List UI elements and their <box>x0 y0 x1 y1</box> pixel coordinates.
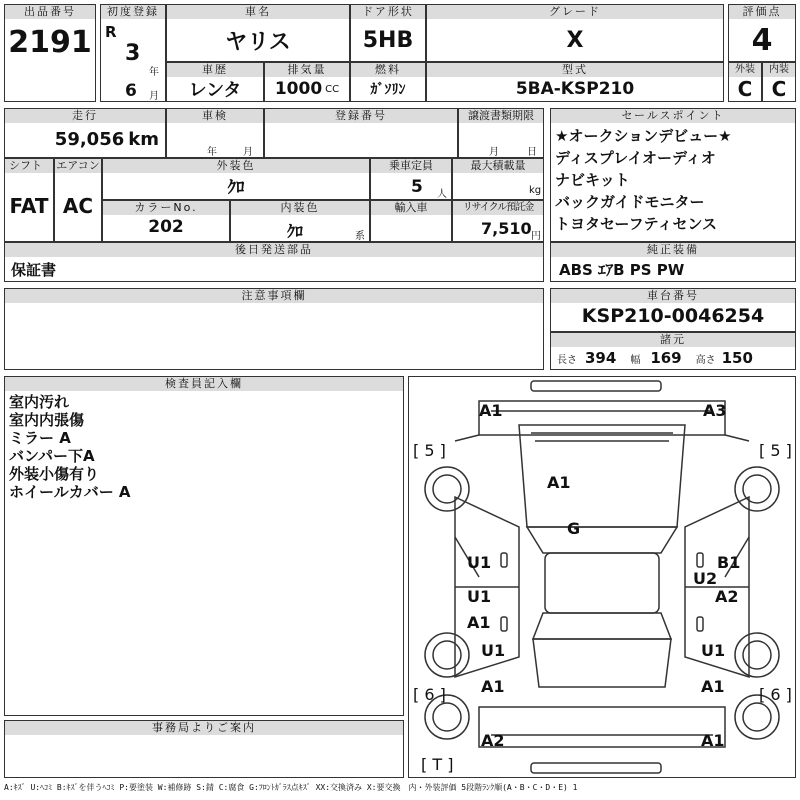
chassis-box <box>550 288 796 332</box>
history-box <box>166 62 264 102</box>
trunk-mark: [ T ] <box>421 755 454 774</box>
color-no: 202 <box>148 217 184 237</box>
width: 169 <box>650 349 682 367</box>
recycle-label: リサイクル預託金 <box>453 201 543 215</box>
ac: AC <box>62 194 94 218</box>
import-label: 輸入車 <box>371 201 451 215</box>
later-parts-label: 後日発送部品 <box>5 243 543 257</box>
interior-unit: 系 <box>355 231 365 242</box>
load-label: 最大積載量 <box>453 159 543 173</box>
type-label: 型式 <box>427 63 723 77</box>
length-label: 長さ <box>557 354 577 366</box>
capacity-unit: 人 <box>437 189 447 200</box>
ext-label: 外装 <box>729 63 761 77</box>
damage-mark: A1 <box>479 401 503 420</box>
office-box <box>4 720 404 778</box>
fuel-box <box>350 62 426 102</box>
length: 394 <box>585 349 617 367</box>
sales-box <box>550 108 796 242</box>
damage-mark: U1 <box>481 641 506 660</box>
recycle-box <box>452 200 544 242</box>
chassis-number: KSP210-0046254 <box>581 305 765 327</box>
inspector-note: 室内内張傷 <box>9 411 85 429</box>
damage-mark: G <box>567 519 581 538</box>
sales-list <box>551 123 795 237</box>
lot-number: 2191 <box>8 24 92 60</box>
spare-tire-mark: [ 5 ] <box>413 441 446 460</box>
damage-mark: A1 <box>467 613 491 632</box>
door-box <box>350 4 426 62</box>
spare-tire-mark: [ 6 ] <box>759 685 792 704</box>
car-diagram <box>408 376 796 778</box>
inspector-note: バンパー下A <box>9 447 95 465</box>
score-box <box>728 4 796 62</box>
inspection-month-unit: 月 <box>243 147 253 158</box>
damage-mark: A1 <box>547 473 571 492</box>
score: 4 <box>751 22 773 58</box>
chassis-label: 車台番号 <box>551 289 795 303</box>
mileage-label: 走行 <box>5 109 165 123</box>
lot-box <box>4 4 96 102</box>
mileage-box <box>4 108 166 158</box>
reg-number-label: 登録番号 <box>265 109 457 123</box>
reg-number-box <box>264 108 458 158</box>
reg-year: 3 <box>125 41 141 66</box>
mileage-cell <box>5 123 165 155</box>
inspector-box <box>4 376 404 716</box>
damage-mark: U2 <box>693 569 718 588</box>
mileage-unit: km <box>128 128 159 150</box>
width-label: 幅 <box>630 354 641 366</box>
inspector-label: 検査員記入欄 <box>5 377 403 391</box>
ac-label: エアコン <box>56 159 100 172</box>
equip-box <box>550 242 796 282</box>
door: 5HB <box>362 27 414 53</box>
color-no-box <box>102 200 230 242</box>
month-unit: 月 <box>149 91 159 102</box>
recycle-unit: 円 <box>531 231 541 242</box>
transfer-box <box>458 108 544 158</box>
recycle: 7,510 <box>481 219 532 238</box>
caution-box <box>4 288 544 370</box>
mileage: 59,056 <box>54 128 125 150</box>
load-unit: kg <box>529 185 542 196</box>
sales-item: ★オークションデビュー★ <box>555 127 732 145</box>
first-reg-label: 初度登録 <box>101 5 165 19</box>
grade-label: グレード <box>427 5 723 19</box>
sales-item: バックガイドモニター <box>555 193 705 211</box>
sales-item: トヨタセーフティセンス <box>555 215 718 233</box>
damage-mark: U1 <box>467 553 492 572</box>
displacement: 1000 <box>274 79 323 99</box>
office-label: 事務局よりご案内 <box>5 721 403 735</box>
displacement-box <box>264 62 350 102</box>
int-score: C <box>771 77 787 101</box>
sales-item: ディスプレイオーディオ <box>555 149 716 167</box>
history-label: 車歴 <box>167 63 263 77</box>
int-box <box>762 62 796 102</box>
first-reg-box <box>100 4 166 102</box>
model: ヤリス <box>225 29 291 55</box>
model-box <box>166 4 350 62</box>
ext-score: C <box>737 77 753 101</box>
type: 5BA-KSP210 <box>515 79 635 99</box>
type-box <box>426 62 724 102</box>
fuel-label: 燃料 <box>351 63 425 77</box>
grade: X <box>566 27 584 53</box>
inspection-box <box>166 108 264 158</box>
displacement-unit: CC <box>325 83 340 95</box>
era: R <box>105 23 117 41</box>
dims-box <box>550 332 796 370</box>
capacity: 5 <box>411 177 423 197</box>
height-label: 高さ <box>695 354 716 366</box>
damage-mark: A1 <box>481 677 505 696</box>
transfer-month-unit: 月 <box>489 147 499 158</box>
spare-tire-mark: [ 5 ] <box>759 441 792 460</box>
damage-mark: U1 <box>467 587 492 606</box>
damage-mark: A1 <box>701 677 725 696</box>
inspector-note: ミラー A <box>9 429 71 447</box>
damage-mark: A3 <box>703 401 727 420</box>
ext-box <box>728 62 762 102</box>
inspector-note: 外装小傷有り <box>9 465 100 483</box>
interior-box <box>230 200 370 242</box>
inspector-note: ホイールカバー A <box>9 483 131 501</box>
interior-label: 内装色 <box>231 201 369 215</box>
caution-label: 注意事項欄 <box>5 289 543 303</box>
car-outline <box>409 377 795 777</box>
capacity-label: 乗車定員 <box>371 159 451 173</box>
displacement-cell <box>265 77 349 101</box>
year-unit: 年 <box>149 67 159 78</box>
history: レンタ <box>188 80 242 101</box>
spare-tire-mark: [ 6 ] <box>413 685 446 704</box>
damage-mark: B1 <box>717 553 741 572</box>
displacement-label: 排気量 <box>265 63 349 77</box>
shift: FAT <box>9 194 49 218</box>
color-no-label: カラーNo. <box>103 201 229 215</box>
sales-item: ナビキット <box>555 171 630 189</box>
damage-mark: U1 <box>701 641 726 660</box>
score-label: 評価点 <box>729 5 795 19</box>
capacity-box <box>370 158 452 200</box>
inspector-note: 室内汚れ <box>9 393 70 411</box>
lot-label: 出品番号 <box>5 5 95 19</box>
dims-row <box>551 347 795 369</box>
transfer-label: 譲渡書類期限 <box>459 109 543 123</box>
interior: ｸﾛ <box>287 222 304 241</box>
sales-label: セールスポイント <box>551 109 795 123</box>
equip-label: 純正装備 <box>551 243 795 257</box>
ac-box <box>54 158 102 242</box>
transfer-day-unit: 日 <box>527 147 537 158</box>
color-label: 外装色 <box>103 159 369 173</box>
fuel: ｶﾞｿﾘﾝ <box>370 82 406 98</box>
shift-label: シフト <box>5 159 53 173</box>
later-parts-box <box>4 242 544 282</box>
color: ｸﾛ <box>227 177 245 198</box>
inspection-year-unit: 年 <box>207 147 217 158</box>
load-box <box>452 158 544 200</box>
reg-month: 6 <box>125 81 137 101</box>
later-parts: 保証書 <box>11 261 57 279</box>
grade-box <box>426 4 724 62</box>
int-label: 内装 <box>763 63 795 77</box>
damage-mark: A2 <box>481 731 505 750</box>
damage-mark: A1 <box>701 731 725 750</box>
dims-label: 諸元 <box>551 333 795 347</box>
shift-box <box>4 158 54 242</box>
legend: A:ｷｽﾞ U:ﾍｺﾐ B:ｷｽﾞを伴うﾍｺﾐ P:要塗装 W:補修跡 S:錆 C:腐食 G:ﾌﾛﾝﾄｶﾞﾗｽ点ｷｽﾞ XX:交換済み X:要交換 内・外装評価 5段階ﾗﾝｸ順(A・B・C・D・E) 1 <box>4 783 578 792</box>
damage-mark: A2 <box>715 587 739 606</box>
equip: ABS ｴｱB PS PW <box>559 261 685 279</box>
height: 150 <box>721 349 753 367</box>
inspector-notes <box>5 391 403 503</box>
door-label: ドア形状 <box>351 5 425 19</box>
color-box <box>102 158 370 200</box>
import-box <box>370 200 452 242</box>
model-label: 車名 <box>167 5 349 19</box>
inspection-label: 車検 <box>167 109 263 123</box>
